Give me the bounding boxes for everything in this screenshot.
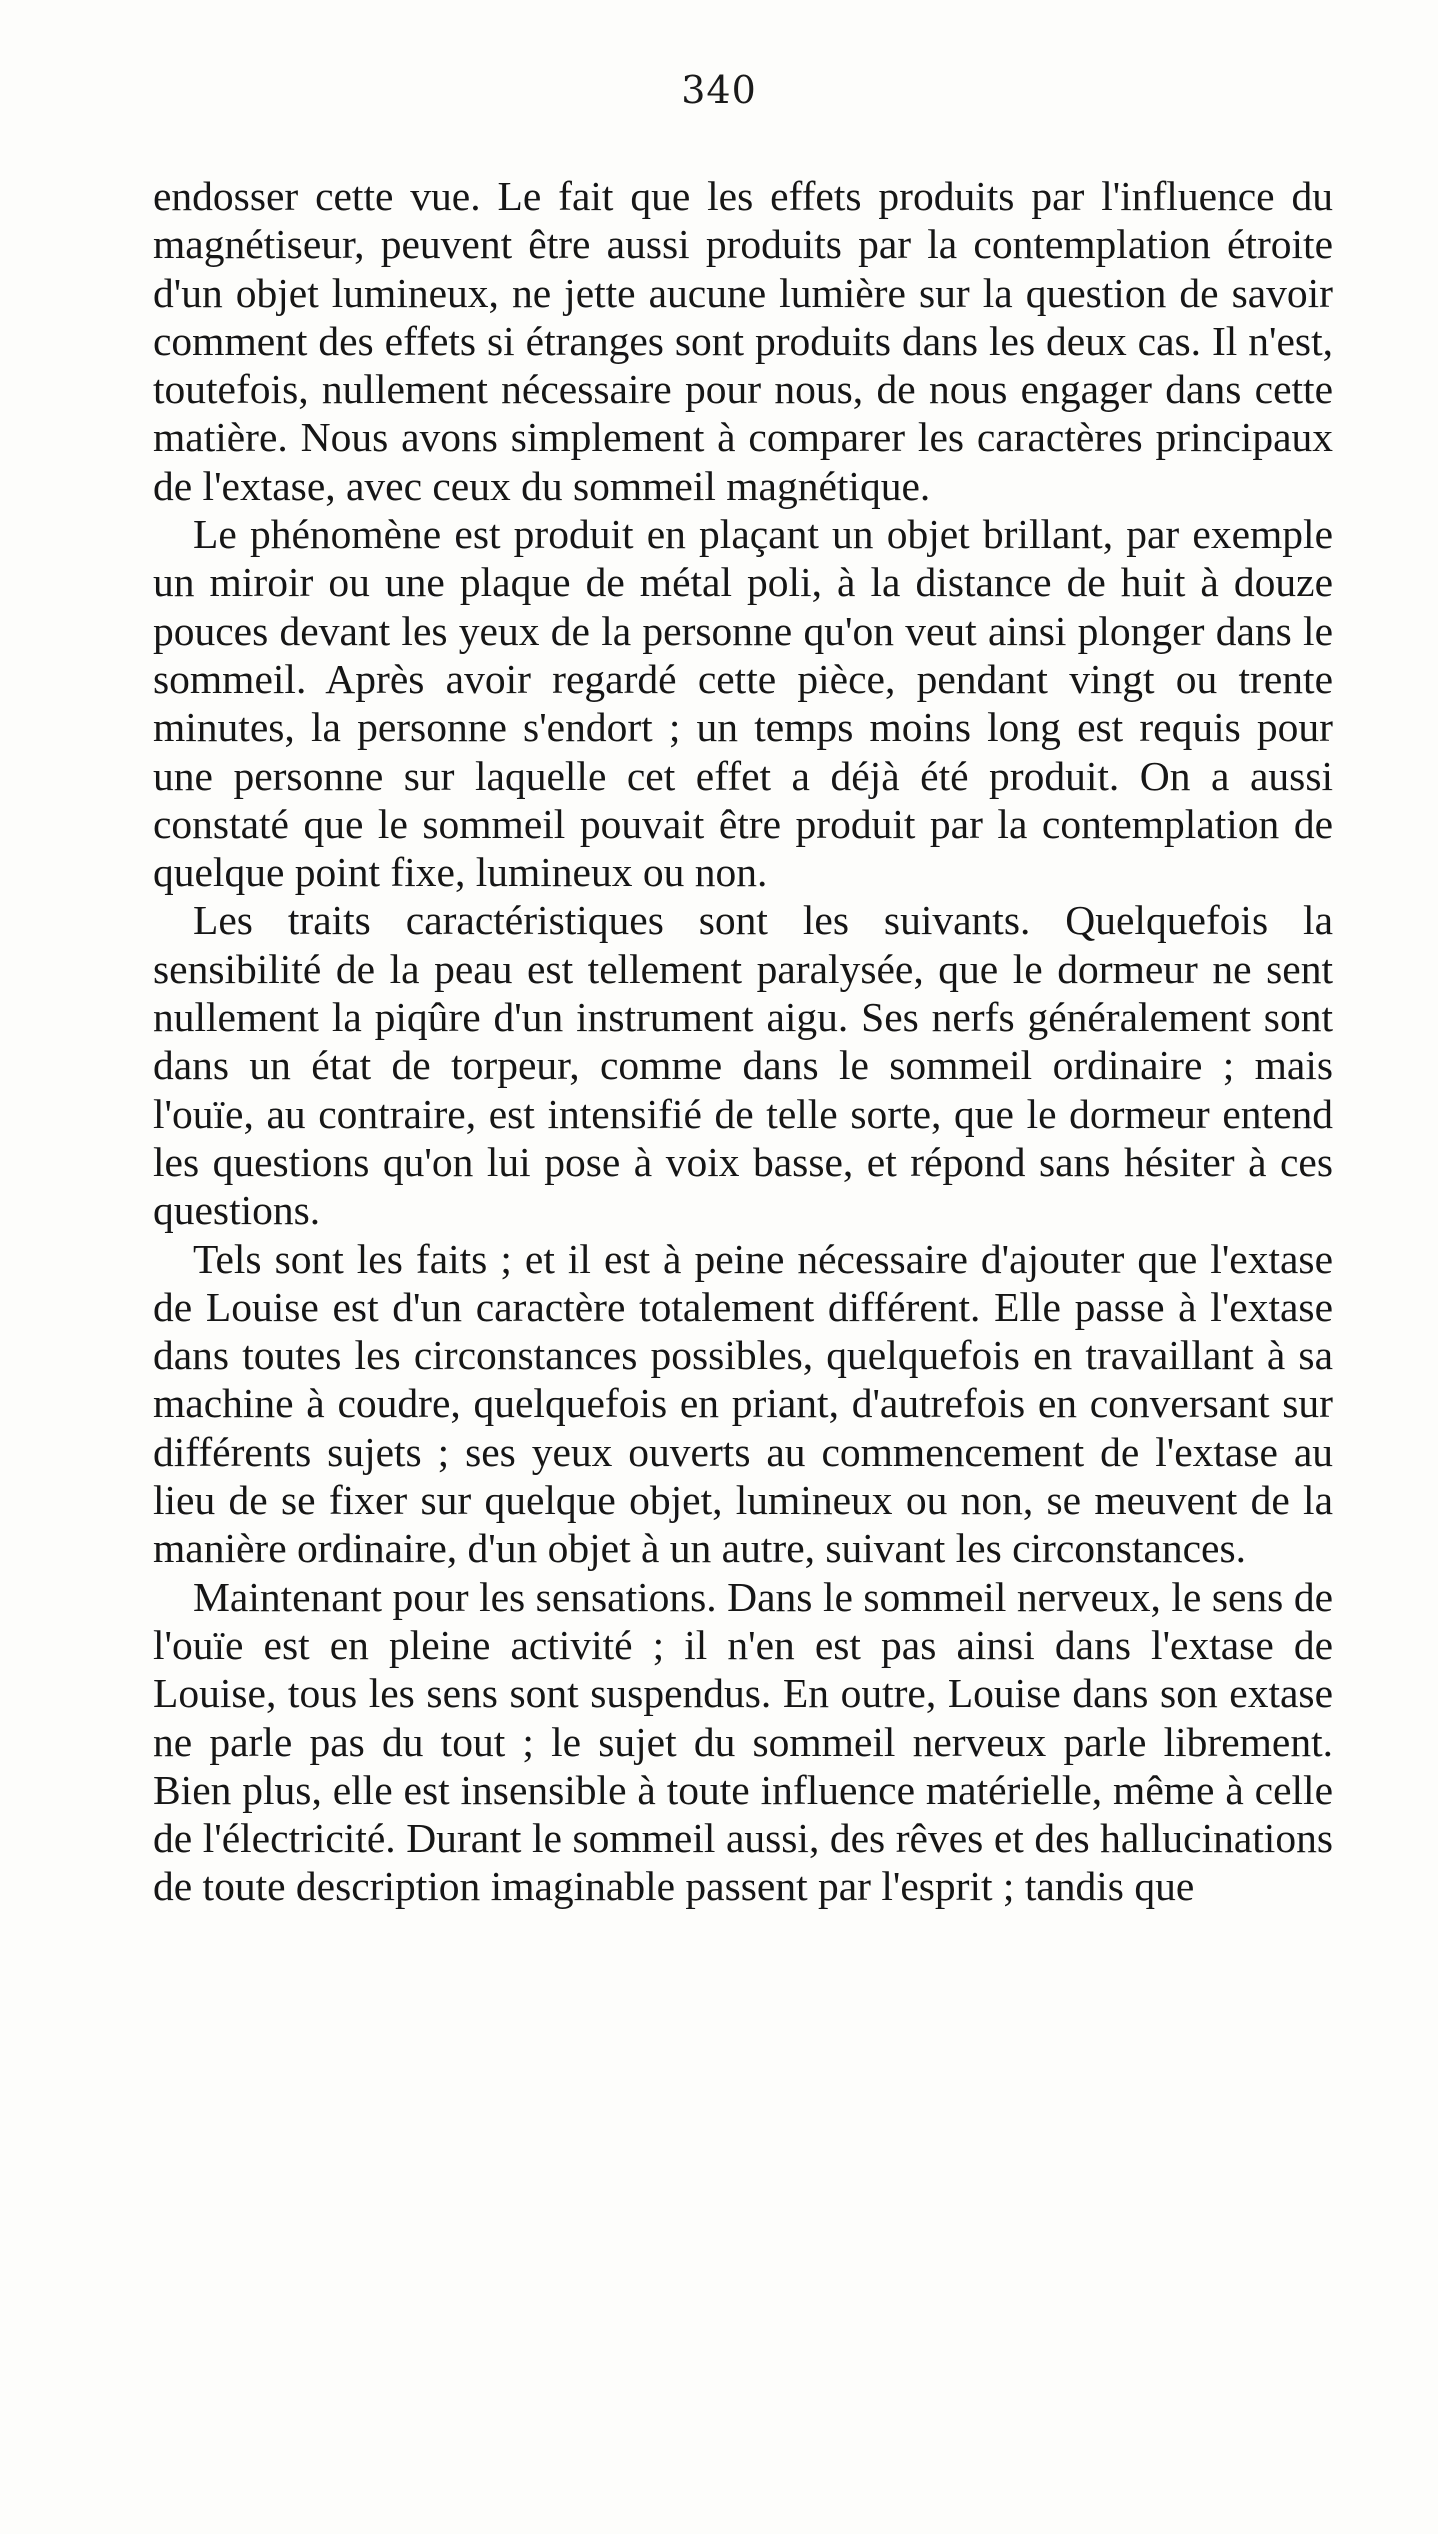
paragraph: Maintenant pour les sensations. Dans le sommeil nerveux, le sens de l'ouïe est en pleine activité ; il n'en est pas ainsi dans l'extase de Louise, tous les sens sont suspendus. En outre, Louise dans son extase ne parle pas du tout ; le sujet du sommeil nerveux parle librement. Bien plus, elle est insensible à toute influence matérielle, même à celle de l'électricité. Durant le sommeil aussi, des rêves et des hallucinations de toute description imaginable passent par l'esprit ; tandis que xyxy=(153,1573,1333,1910)
paragraph: Le phénomène est produit en plaçant un objet brillant, par exemple un miroir ou une plaque de métal poli, à la distance de huit à douze pouces devant les yeux de la personne qu'on veut ainsi plonger dans le sommeil. Après avoir regardé cette pièce, pendant vingt ou trente minutes, la personne s'endort ; un temps moins long est requis pour une personne sur laquelle cet effet a déjà été produit. On a aussi constaté que le sommeil pouvait être produit par la contemplation de quelque point fixe, lumineux ou non. xyxy=(153,511,1333,896)
body-text xyxy=(153,172,1333,1911)
paragraph-continuation: endosser cette vue. Le fait que les effets produits par l'influence du magnétiseur, peuvent être aussi produits par la contemplation étroite d'un objet lumineux, ne jette aucune lumière sur la question de savoir comment des effets si étranges sont produits dans les deux cas. Il n'est, toutefois, nullement nécessaire pour nous, de nous engager dans cette matière. Nous avons simplement à comparer les caractères principaux de l'extase, avec ceux du sommeil magnétique. xyxy=(153,173,1333,509)
paragraph: Les traits caractéristiques sont les suivants. Quelquefois la sensibilité de la peau est tellement paralysée, que le dormeur ne sent nullement la piqûre d'un instrument aigu. Ses nerfs généralement sont dans un état de torpeur, comme dans le sommeil ordinaire ; mais l'ouïe, au contraire, est intensifié de telle sorte, que le dormeur entend les questions qu'on lui pose à voix basse, et répond sans hésiter à ces questions. xyxy=(153,897,1333,1234)
paragraph: Tels sont les faits ; et il est à peine nécessaire d'ajouter que l'extase de Louise est d'un caractère totalement différent. Elle passe à l'extase dans toutes les circonstances possibles, quelquefois en travaillant à sa machine à coudre, quelquefois en priant, d'autrefois en conversant sur différents sujets ; ses yeux ouverts au commencement de l'extase au lieu de se fixer sur quelque objet, lumineux ou non, se meuvent de la manière ordinaire, d'un objet à un autre, suivant les circonstances. xyxy=(153,1235,1333,1572)
page-number: 340 xyxy=(681,68,757,112)
